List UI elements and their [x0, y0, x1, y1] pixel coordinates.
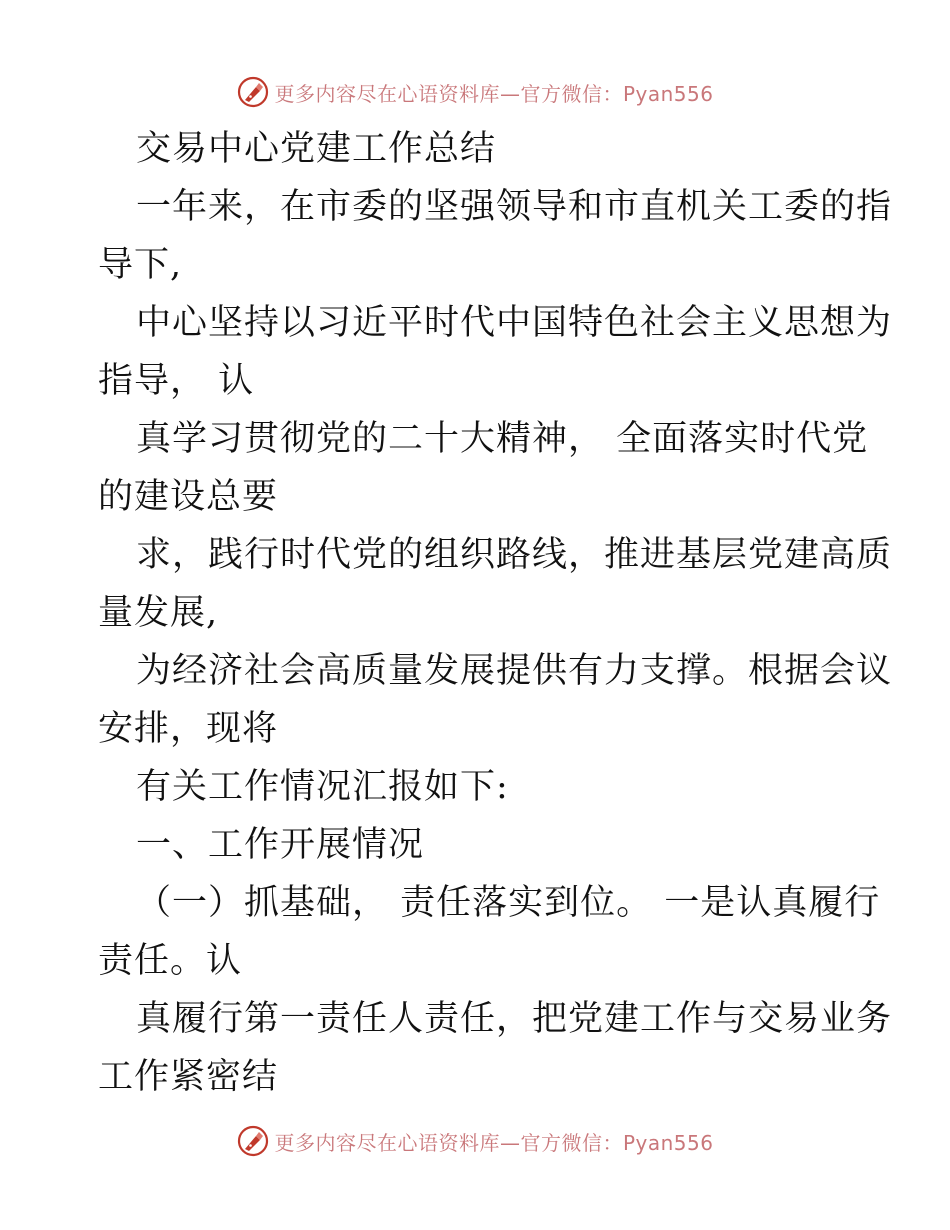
- text-line: 责任。认: [98, 941, 243, 981]
- footer-banner-text: [274, 1127, 713, 1156]
- banner-separator: —: [499, 81, 521, 106]
- text-line: 安排，现将: [98, 709, 279, 749]
- text-line: 中心坚持以习近平时代中国特色社会主义思想为: [136, 303, 893, 343]
- text-line: 一年来，在市委的坚强领导和市直机关工委的指: [136, 187, 893, 227]
- pen-nib-logo-icon: [236, 1124, 270, 1158]
- document-body: [98, 120, 893, 1106]
- header-banner-text: [274, 78, 713, 107]
- text-line: 有关工作情况汇报如下:: [136, 767, 509, 807]
- footer-banner: [0, 1121, 950, 1161]
- text-line: 真学习贯彻党的二十大精神， 全面落实时代党: [136, 419, 869, 459]
- text-line: （一）抓基础， 责任落实到位。 一是认真履行: [136, 883, 881, 923]
- text-line: 工作紧密结: [98, 1057, 279, 1097]
- header-banner-content: [236, 75, 713, 109]
- document-title: 交易中心党建工作总结: [136, 129, 497, 169]
- text-line: 为经济社会高质量发展提供有力支撑。根据会议: [136, 651, 893, 691]
- banner-separator: —: [499, 1130, 521, 1155]
- banner-wechat: 官方微信：Pyan556: [520, 1130, 714, 1155]
- banner-site-name: 更多内容尽在心语资料库: [274, 1130, 500, 1155]
- header-banner: [0, 72, 950, 112]
- banner-site-name: 更多内容尽在心语资料库: [274, 81, 500, 106]
- banner-wechat: 官方微信：Pyan556: [520, 81, 714, 106]
- section-heading: 一、工作开展情况: [136, 825, 425, 865]
- pen-nib-logo-icon: [236, 75, 270, 109]
- text-line: 导下,: [98, 245, 183, 285]
- text-line: 求，践行时代党的组织路线，推进基层党建高质: [136, 535, 893, 575]
- text-line: 真履行第一责任人责任，把党建工作与交易业务: [136, 999, 893, 1039]
- footer-banner-content: [236, 1124, 713, 1158]
- text-line: 指导， 认: [98, 361, 255, 401]
- text-line: 的建设总要: [98, 477, 279, 517]
- text-line: 量发展,: [98, 593, 219, 633]
